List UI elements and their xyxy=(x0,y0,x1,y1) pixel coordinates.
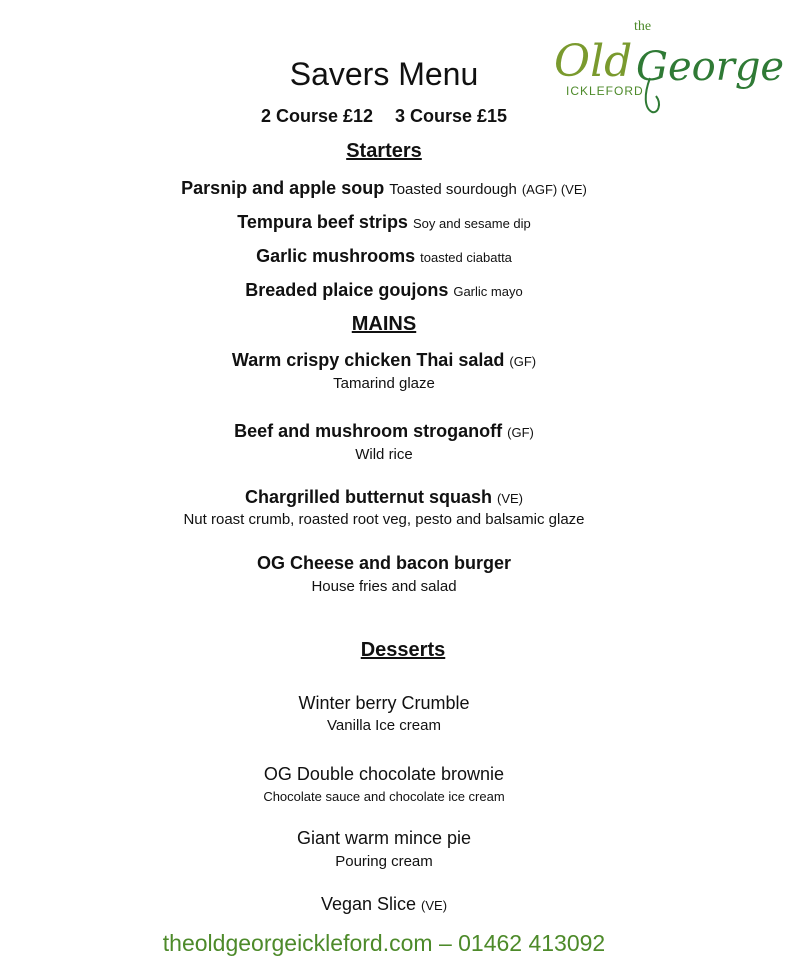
main-item-desc: Nut roast crumb, roasted root veg, pesto and balsamic glaze xyxy=(183,511,585,528)
desserts-heading: Desserts xyxy=(360,639,446,661)
dessert-item-desc: Vanilla Ice cream xyxy=(327,717,441,734)
dessert-item: OG Double chocolate brownie xyxy=(263,764,505,784)
main-item-desc: Wild rice xyxy=(355,446,413,463)
price-line xyxy=(0,106,768,127)
dessert-item: Giant warm mince pie xyxy=(296,828,472,848)
logo-place: ICKLEFORD xyxy=(566,84,644,98)
dessert-item-desc: Chocolate sauce and chocolate ice cream xyxy=(263,789,505,804)
main-item-desc: House fries and salad xyxy=(311,578,457,595)
starter-item: Parsnip and apple soup Toasted sourdough (AGF) (VE) xyxy=(181,178,587,198)
mains-heading: MAINS xyxy=(351,313,417,335)
menu-title: Savers Menu xyxy=(289,56,479,92)
main-item: OG Cheese and bacon burger xyxy=(256,553,512,573)
two-course-price: 2 Course £12 xyxy=(260,106,373,126)
logo-old: Old xyxy=(554,36,633,87)
main-item: Chargrilled butternut squash (VE) xyxy=(244,487,524,507)
website-phone-footer: theoldgeorgeickleford.com – 01462 413092 xyxy=(162,930,606,956)
main-item: Beef and mushroom stroganoff (GF) xyxy=(234,421,534,441)
starters-heading: Starters xyxy=(346,140,422,162)
dessert-item: Vegan Slice (VE) xyxy=(320,894,448,914)
three-course-price: 3 Course £15 xyxy=(395,106,508,126)
dessert-item-desc: Pouring cream xyxy=(335,853,433,870)
starter-item: Breaded plaice goujons Garlic mayo xyxy=(245,280,523,300)
dessert-item: Winter berry Crumble xyxy=(298,693,470,713)
logo-the: the xyxy=(634,19,652,34)
main-item-desc: Tamarind glaze xyxy=(333,375,435,392)
main-item: Warm crispy chicken Thai salad (GF) xyxy=(231,350,537,370)
starter-item: Tempura beef strips Soy and sesame dip xyxy=(237,212,531,232)
logo-george: George xyxy=(636,44,785,90)
starter-item: Garlic mushrooms toasted ciabatta xyxy=(256,246,512,266)
